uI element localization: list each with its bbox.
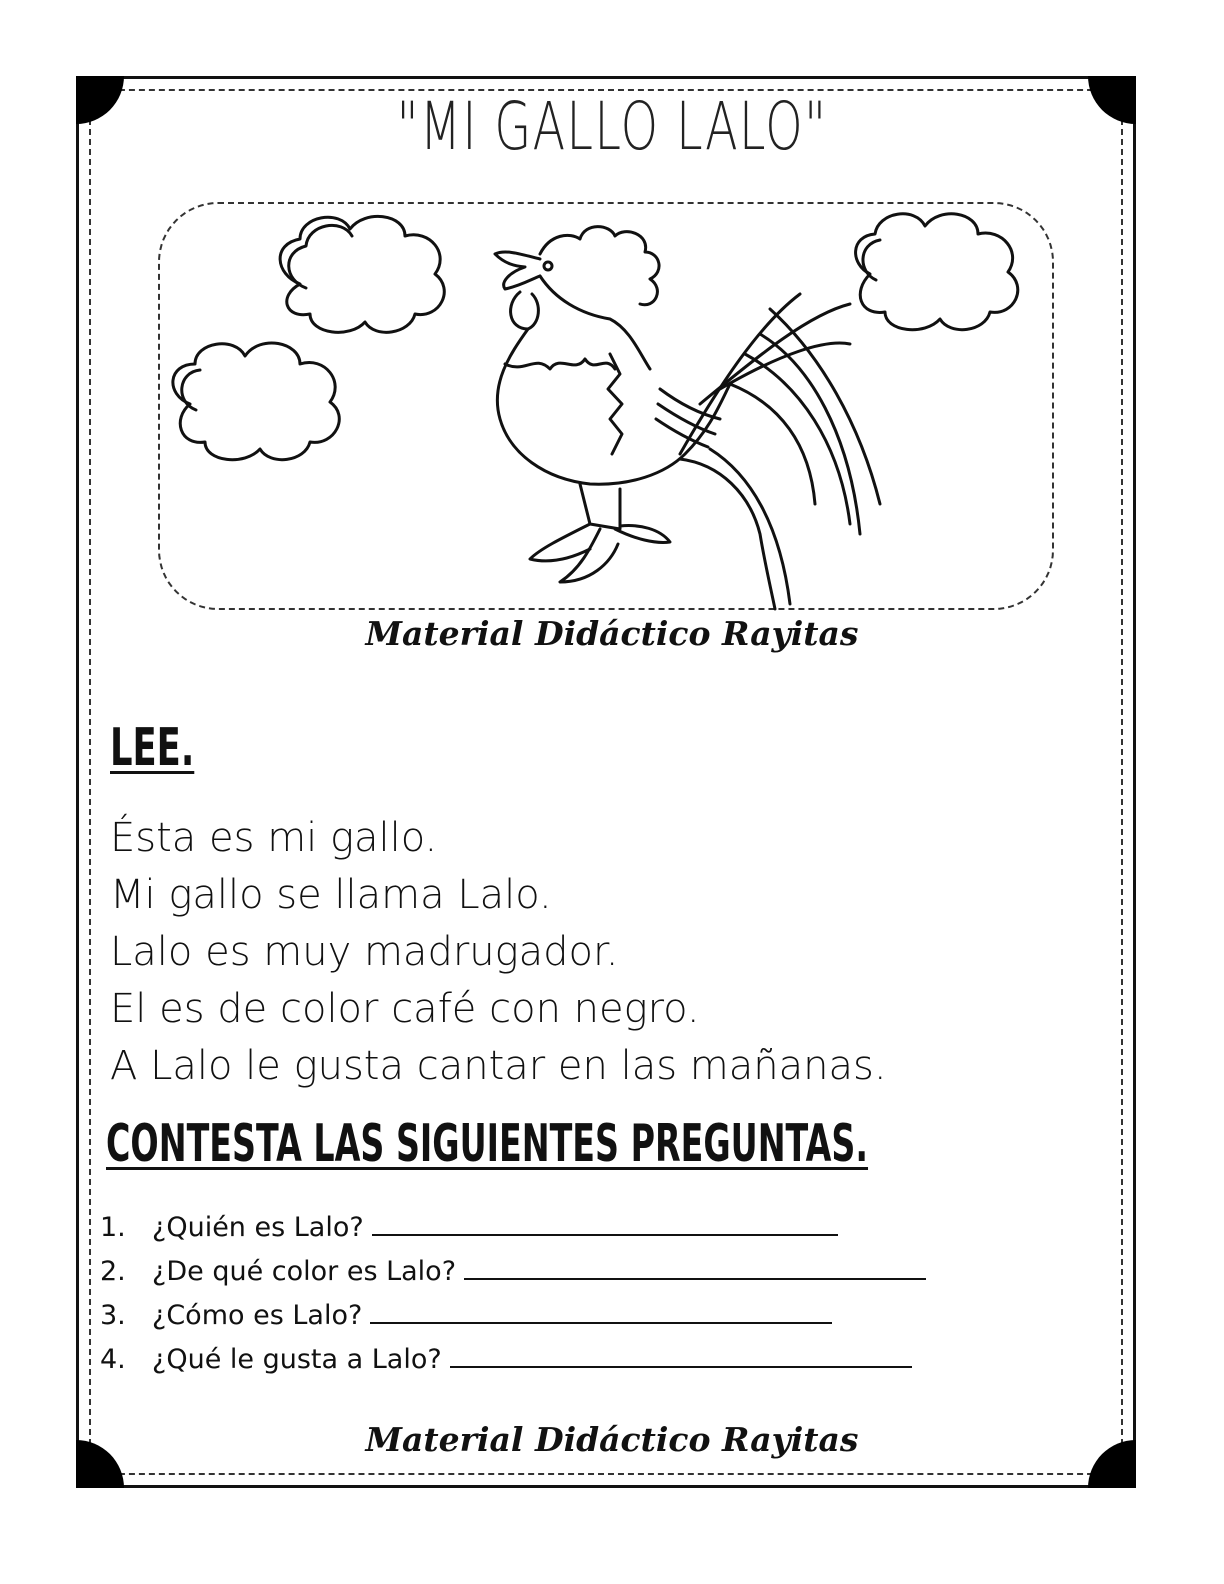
question-number: 1. <box>100 1212 126 1243</box>
answer-line[interactable] <box>464 1252 926 1280</box>
question-item <box>100 1338 926 1382</box>
reading-line: Lalo es muy madrugador. <box>110 929 619 975</box>
question-number: 4. <box>100 1344 126 1375</box>
question-item <box>100 1250 926 1294</box>
answer-line[interactable] <box>450 1340 912 1368</box>
question-text: ¿De qué color es Lalo? <box>152 1256 457 1287</box>
answer-line[interactable] <box>372 1208 838 1236</box>
question-item <box>100 1294 926 1338</box>
illustration-frame <box>158 202 1054 610</box>
questions-heading: CONTESTA LAS SIGUIENTES PREGUNTAS. <box>106 1114 869 1174</box>
reading-line: Ésta es mi gallo. <box>110 815 438 861</box>
reading-line: Mi gallo se llama Lalo. <box>110 872 552 918</box>
credit-text-top: Material Didáctico Rayitas <box>365 614 859 653</box>
reading-line: El es de color café con negro. <box>110 986 700 1032</box>
question-number: 2. <box>100 1256 126 1287</box>
question-number: 3. <box>100 1300 126 1331</box>
reading-passage <box>110 810 887 1095</box>
questions-list <box>100 1206 926 1382</box>
page-title: "MI GALLO LALO" <box>396 88 828 165</box>
question-text: ¿Qué le gusta a Lalo? <box>152 1344 442 1375</box>
rooster-illustration <box>160 204 1056 612</box>
question-text: ¿Cómo es Lalo? <box>152 1300 363 1331</box>
cloud-icon-right <box>856 214 1018 330</box>
read-heading: LEE. <box>110 718 195 778</box>
question-text: ¿Quién es Lalo? <box>152 1212 364 1243</box>
answer-line[interactable] <box>370 1296 832 1324</box>
reading-line: A Lalo le gusta cantar en las mañanas. <box>110 1043 887 1089</box>
question-item <box>100 1206 926 1250</box>
cloud-icon-left-bottom <box>173 343 339 460</box>
cloud-icon-left-top <box>280 216 444 332</box>
credit-text-bottom: Material Didáctico Rayitas <box>365 1420 859 1459</box>
rooster-icon <box>495 227 880 609</box>
